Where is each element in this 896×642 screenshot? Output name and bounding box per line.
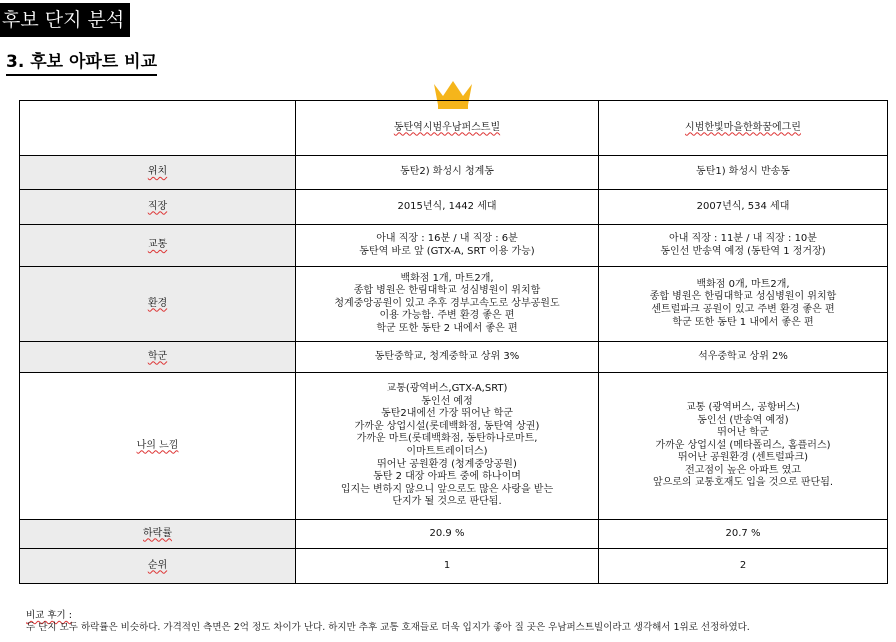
- table-cell: 동탄2) 화성시 청계동: [296, 156, 599, 190]
- table-cell: 백화점 0개, 마트2개, 종합 병원은 한림대학교 성심병원이 위치함 센트럴파크 공원이 있고 주변 환경 좋은 편 학군 또한 동탄 1 내에서 좋은 편: [599, 267, 888, 342]
- table-row: [20, 156, 888, 190]
- row-label: 직장: [20, 190, 296, 225]
- table-row: [20, 549, 888, 584]
- row-label: 순위: [20, 549, 296, 584]
- table-cell: 백화점 1개, 마트2개, 종합 병원은 한림대학교 성심병원이 위치함 청계중앙공원이 있고 추후 경부고속도로 상부공원도 이용 가능함. 주변 환경 좋은 편 학군 또한 동탄 2 내에서 좋은 편: [296, 267, 599, 342]
- table-row: [20, 342, 888, 373]
- table-row: [20, 190, 888, 225]
- table-cell: 20.9 %: [296, 520, 599, 549]
- row-label: 교통: [20, 225, 296, 267]
- table-cell: 1: [296, 549, 599, 584]
- header-corner-cell: [20, 101, 296, 156]
- row-label: 환경: [20, 267, 296, 342]
- review-text: 두 단지 모두 하락률은 비슷하다. 가격적인 측면은 2억 정도 차이가 난다. 하지만 추후 교통 호재들로 더욱 입지가 좋아 질 곳은 우남퍼스트빌이라고 생각해서 1위로 선정하였다.: [26, 622, 750, 633]
- table-header-row: [20, 101, 888, 156]
- table-cell: 2: [599, 549, 888, 584]
- table-row: [20, 520, 888, 549]
- table-cell: 20.7 %: [599, 520, 888, 549]
- column-header-apartment-2: 시범한빛마을한화꿈에그린: [599, 101, 888, 156]
- row-label: 나의 느낌: [20, 373, 296, 520]
- table-cell: 2015년식, 1442 세대: [296, 190, 599, 225]
- table-row: [20, 267, 888, 342]
- document-title: 후보 단지 분석: [0, 3, 130, 37]
- table-cell: 아내 직장 : 11분 / 내 직장 : 10분 동인선 반송역 예정 (동탄역 1 정거장): [599, 225, 888, 267]
- table-row: [20, 373, 888, 520]
- row-label: 위치: [20, 156, 296, 190]
- row-label: 하락률: [20, 520, 296, 549]
- table-cell: 동탄중학교, 청계중학교 상위 3%: [296, 342, 599, 373]
- comparison-table: [19, 100, 888, 584]
- table-cell: 2007년식, 534 세대: [599, 190, 888, 225]
- review-label: 비교 후기 :: [26, 610, 72, 621]
- table-row: [20, 225, 888, 267]
- table-cell: 교통(광역버스,GTX-A,SRT) 동인선 예정 동탄2내에선 가장 뛰어난 학군 가까운 상업시설(롯데백화점, 동탄역 상권) 가까운 마트(롯데백화점, 동탄하나로마트, 이마트트레이더스) 뛰어난 공원환경 (청계중앙공원) 동탄 2 대장 아파트 중에 하나이며 입지는 변하지 않으니 앞으로도 많은 사랑을 받는 단지가 될 것으로 판단됨.: [296, 373, 599, 520]
- table-cell: 동탄1) 화성시 반송동: [599, 156, 888, 190]
- table-cell: 석우중학교 상위 2%: [599, 342, 888, 373]
- column-header-apartment-1: 동탄역시범우남퍼스트빌: [296, 101, 599, 156]
- row-label: 학군: [20, 342, 296, 373]
- table-cell: 아내 직장 : 16분 / 내 직장 : 6분 동탄역 바로 앞 (GTX-A, SRT 이용 가능): [296, 225, 599, 267]
- table-cell: 교통 (광역버스, 공항버스) 동인선 (반송역 예정) 뛰어난 학군 가까운 상업시설 (메타폴리스, 홈플러스) 뛰어난 공원환경 (센트럴파크) 전고점이 높은 아파트 였고 앞으로의 교통호재도 입을 것으로 판단됨.: [599, 373, 888, 520]
- section-title: 3. 후보 아파트 비교: [6, 51, 157, 76]
